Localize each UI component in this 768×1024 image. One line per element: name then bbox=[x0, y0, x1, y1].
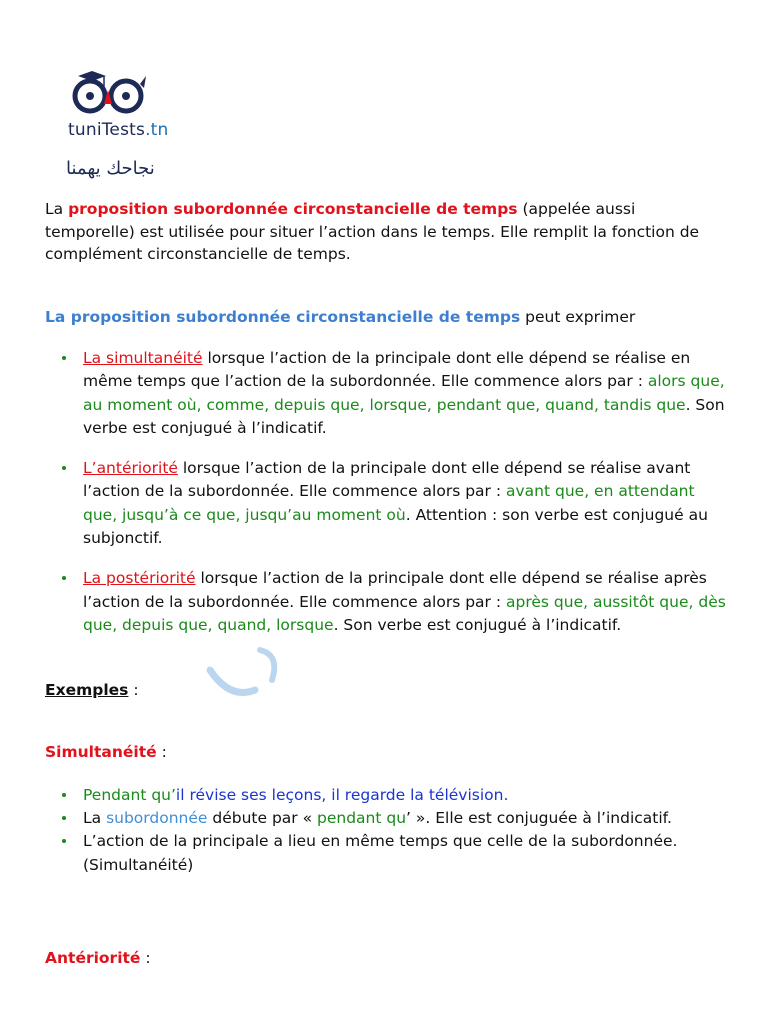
anteriorite-heading: Antériorité : bbox=[45, 949, 151, 967]
simultaneite-examples bbox=[83, 784, 733, 877]
logo-wordmark: tuniTests.tn bbox=[68, 120, 169, 140]
intro-term: proposition subordonnée circonstancielle de temps bbox=[68, 200, 518, 218]
list-item-posteriorite: La postériorité lorsque l’action de la principale dont elle dépend se réalise après l’action de la subordonnée. Elle commence alors par : après que, aussitôt que, dès que, depuis que, quand, lorsque. Son verbe est conjugué à l’indicatif. bbox=[83, 567, 733, 637]
list-item-simultaneite: La simultanéité lorsque l’action de la principale dont elle dépend se réalise en même temps que l’action de la subordonnée. Elle commence alors par : alors que, au moment où, comme, depuis que, lorsque, pendant que, quand, tandis que. Son verbe est conjugué à l’indicatif. bbox=[83, 347, 733, 440]
watermark-logo bbox=[200, 640, 300, 710]
example-explanation: La subordonnée débute par « pendant qu’ ». Elle est conjuguée à l’indicatif. bbox=[83, 807, 733, 830]
exemples-heading: Exemples : bbox=[45, 681, 139, 699]
meaning-list bbox=[83, 347, 733, 637]
simultaneite-heading: Simultanéité : bbox=[45, 743, 167, 761]
express-term: La proposition subordonnée circonstancielle de temps bbox=[45, 308, 521, 326]
logo-tagline: نجاحك يهمنا bbox=[66, 158, 155, 179]
express-line: La proposition subordonnée circonstancielle de temps peut exprimer bbox=[45, 308, 636, 326]
list-item-anteriorite: L’antériorité lorsque l’action de la principale dont elle dépend se réalise avant l’action de la subordonnée. Elle commence alors par : avant que, en attendant que, jusqu’à ce que, jusqu’au moment où. Attention : son verbe est conjugué au subjonctif. bbox=[83, 457, 733, 550]
intro-paragraph: La proposition subordonnée circonstancielle de temps (appelée aussi temporelle) est utilisée pour situer l’action dans le temps. Elle remplit la fonction de complément circonstancielle de temps. bbox=[45, 200, 700, 263]
example-conclusion: L’action de la principale a lieu en même temps que celle de la subordonnée. (Simultanéité) bbox=[83, 830, 733, 876]
example-sentence: Pendant qu’il révise ses leçons, il regarde la télévision. bbox=[83, 784, 733, 807]
